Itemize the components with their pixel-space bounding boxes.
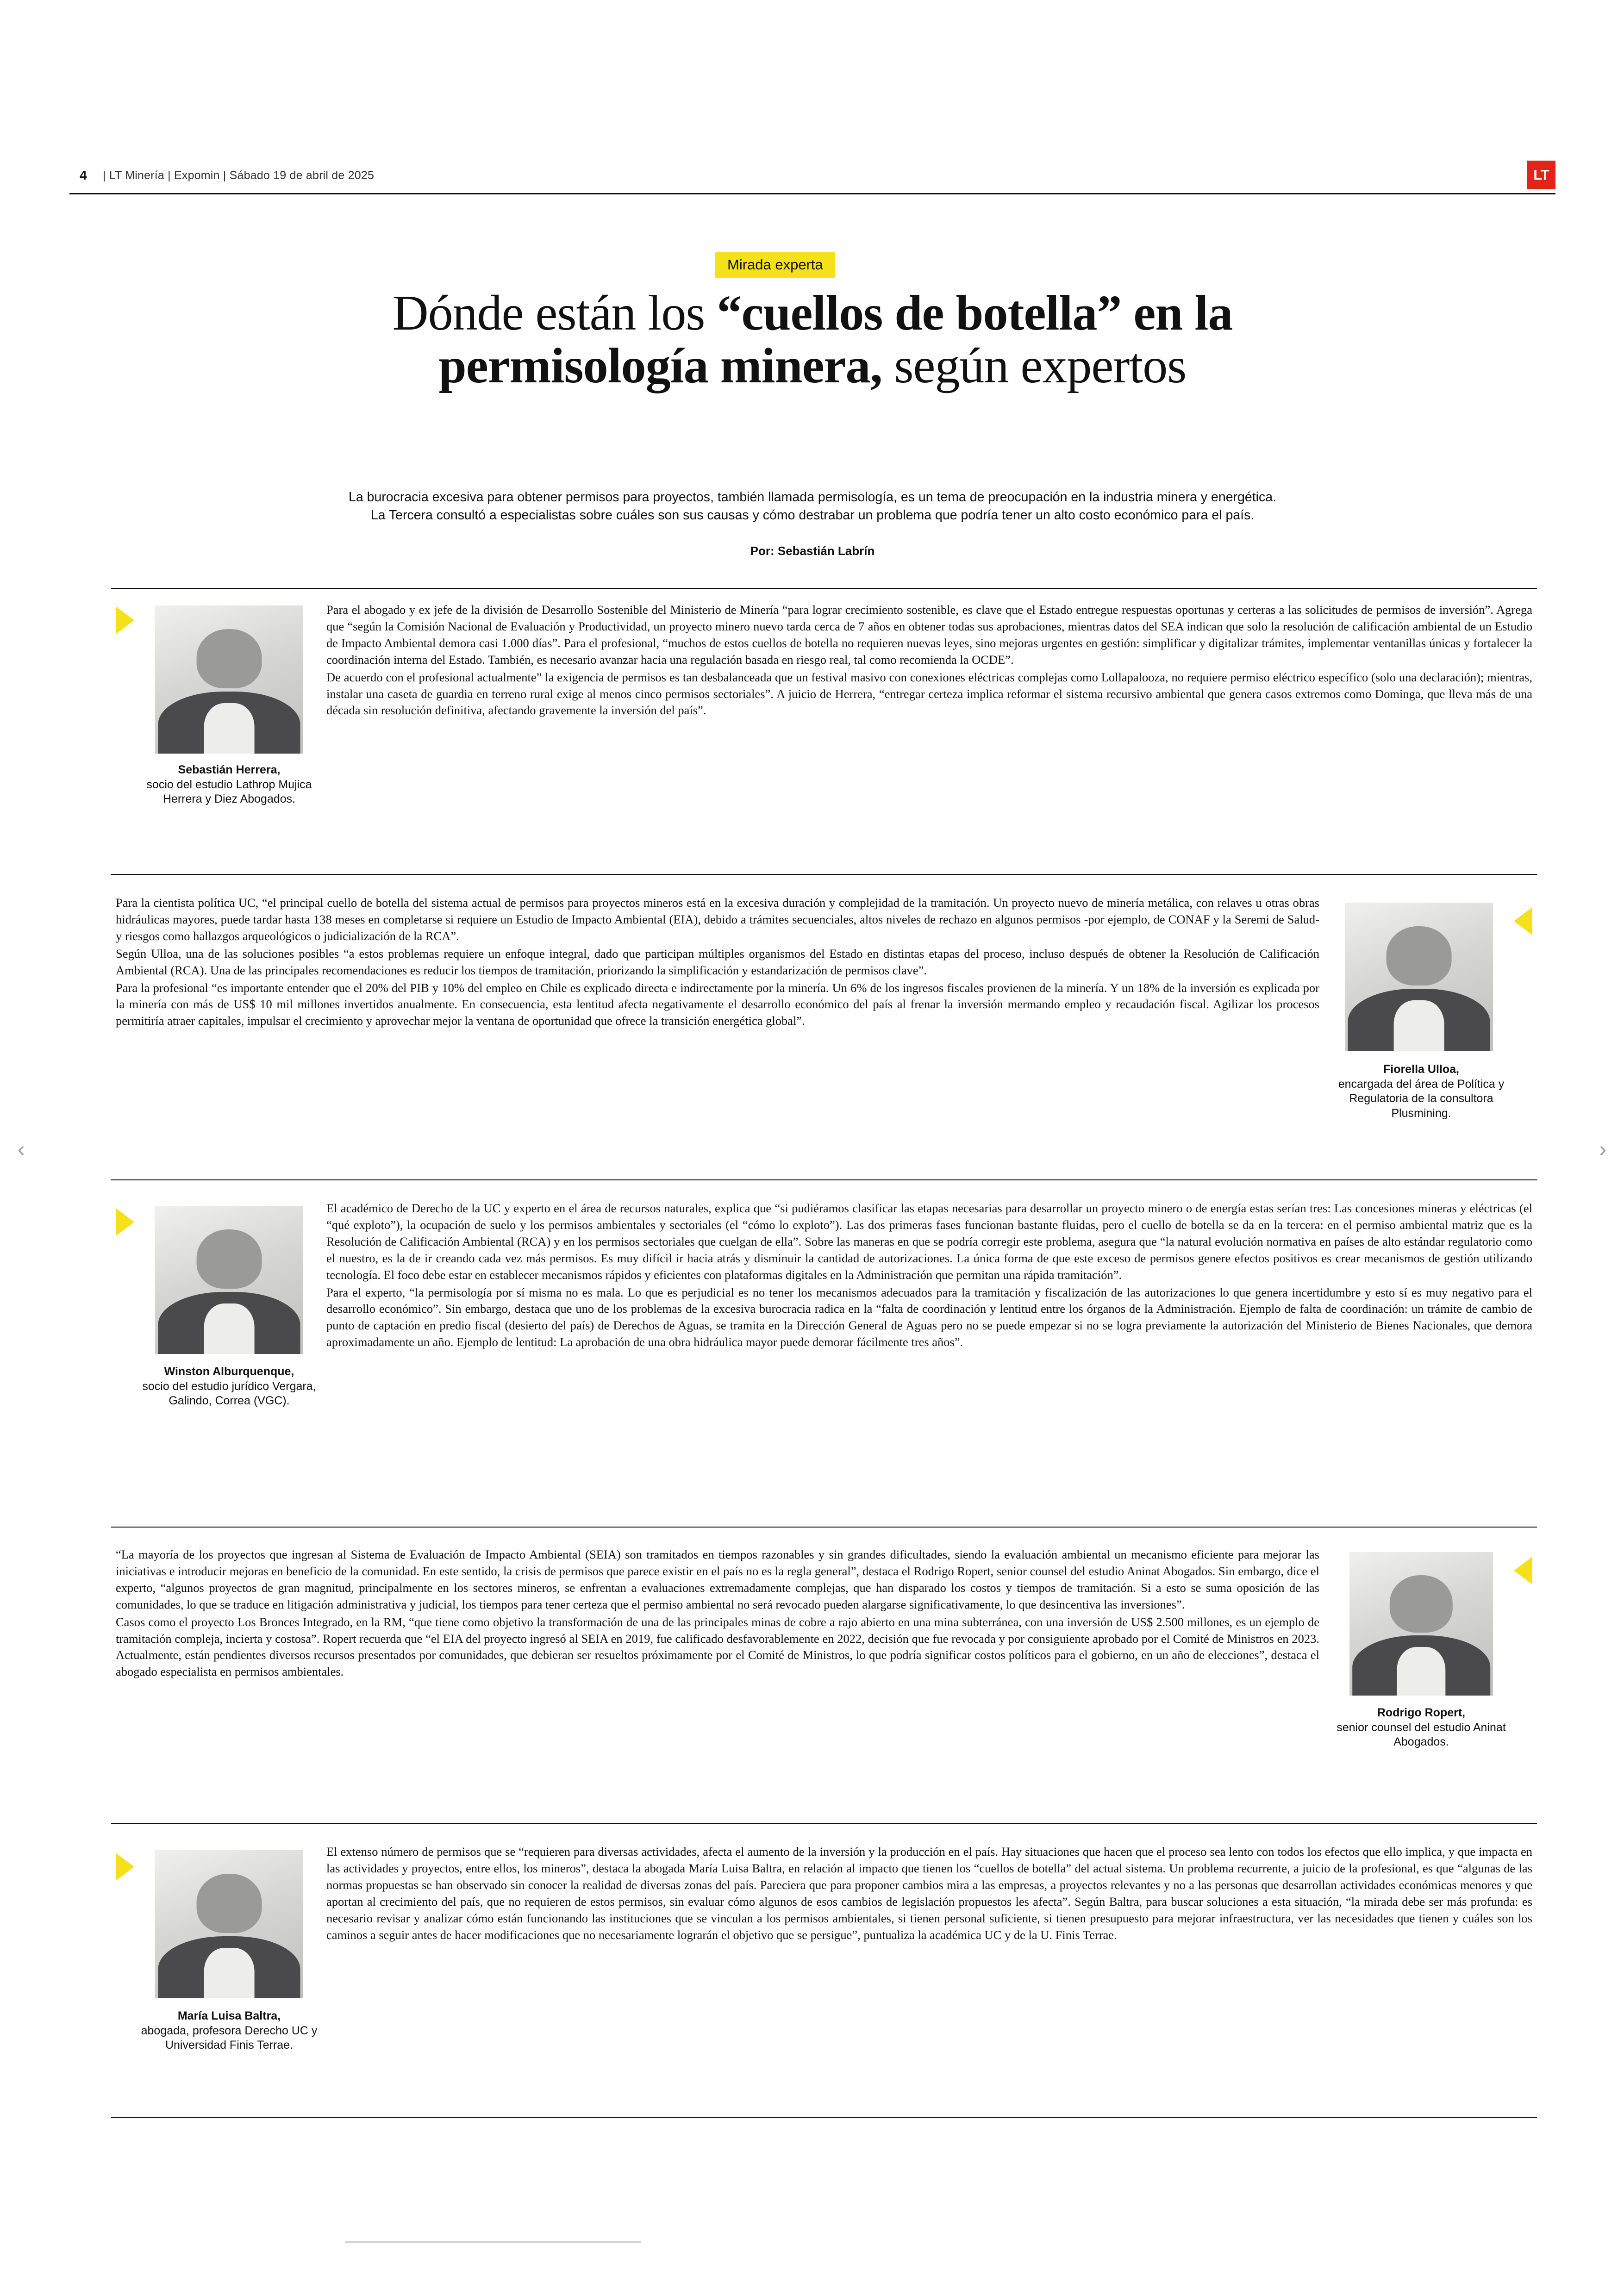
section-kicker: Mirada experta	[715, 252, 835, 278]
body-text-ropert	[116, 1547, 1319, 1680]
paragraph: Para el abogado y ex jefe de la división de Desarrollo Sostenible del Ministerio de Minería “para lograr crecimiento sostenible, es clave que el Estado entregue respuestas oportunas y certeras a las solicitudes de permisos de inversión”. Agrega que “según la Comisión Nacional de Evaluación y Productividad, un proyecto minero nuevo tarda cerca de 7 años en obtener todas sus aprobaciones, mientras datos del SEA indican que solo la resolución de calificación ambiental de un Estudio de Impacto Ambiental demora casi 1.000 días”. Para el profesional, “muchos de estos cuellos de botella no requieren nuevas leyes, sino mejoras urgentes en gestión: simplificar y digitalizar trámites, implementar ventanillas únicas y fortalecer la coordinación interna del Estado. También, es necesario avanzar hacia una regulación basada en riesgo real, tal como recomienda la OCDE”.	[326, 603, 1532, 667]
expert-block-alburquenque	[111, 1187, 1537, 1528]
headline-part-2: “cuellos de botella”	[717, 286, 1122, 341]
caption-baltra	[139, 2009, 319, 2053]
body-text-baltra	[326, 1844, 1532, 1943]
header-rule	[69, 193, 1555, 194]
headline-part-4: permisología minera,	[438, 338, 882, 394]
headline-part-5: según expertos	[882, 338, 1187, 394]
portrait-herrera	[155, 605, 303, 754]
standfirst	[118, 488, 1507, 525]
expert-block-ropert	[111, 1534, 1537, 1824]
caption-role: socio del estudio Lathrop Mujica Herrera y Diez Abogados.	[146, 778, 312, 805]
caption-ulloa	[1331, 1062, 1512, 1121]
byline: Por: Sebastián Labrín	[750, 544, 875, 558]
page-header	[69, 164, 1555, 197]
headline-part-1: Dónde están los	[392, 286, 717, 341]
caption-role: abogada, profesora Derecho UC y Universidad Finis Terrae.	[141, 2024, 318, 2052]
block-rule-bottom	[111, 1823, 1537, 1824]
block-rule-bottom	[111, 1179, 1537, 1180]
block-rule-bottom	[111, 874, 1537, 875]
caption-herrera	[139, 763, 319, 807]
paragraph: El extenso número de permisos que se “requieren para diversas actividades, afecta el aumento de la inversión y la producción en el país. Hay situaciones que hacen que el proceso sea lento con todos los efectos que ello implica, y que impacta en las actividades y proyectos, entre ellos, los mineros”, destaca la abogada María Luisa Baltra, en relación al impacto que tienen los “cuellos de botella” del actual sistema. Un problema recurrente, a juicio de la profesional, es que “algunas de las normas propuestas se han observado sin conocer la realidad de diversas zonas del país. Pareciera que para proponer cambios mira a las empresas, a proyectos relevantes y no a las personas que desarrollan actividades económicas menores y que aportan al crecimiento del país, que no requieren de estos permisos, sin evaluar cómo algunos de esos cambios de legislación propuestos les afecta”. Según Baltra, para buscar soluciones a esta situación, “la mirada debe ser más profunda: es necesario revisar y analizar cómo están funcionando las instituciones que se vinculan a los permisos ambientales, si tienen personal suficiente, si tienen presupuesto para mejorar infraestructura, ver las necesidades que tienen y cuáles son los caminos a seguir antes de hacer modificaciones que no necesariamente lograrán el objetivo que se persigue”, puntualiza la académica UC y de la U. Finis Terrae.	[326, 1845, 1532, 1942]
paragraph: Para la profesional “es importante entender que el 20% del PIB y 10% del empleo en Chile es explicado directa e indirectamente por la minería. Un 6% de los ingresos fiscales provienen de la minería. Y un 18% de la inversión es explicada por la minería con más de US$ 10 mil millones invertidos anualmente. En consecuencia, esta lentitud afecta negativamente el desarrollo económico del país al frenar la inversión mermando empleo y recaudación fiscal. Agilizar los procesos permitiría atraer capitales, impulsar el crecimiento y aprovechar mejor la ventana de oportunidad que ofrece la transición energética global”.	[116, 980, 1319, 1028]
body-text-alburquenque	[326, 1200, 1532, 1351]
headline-part-3: en la	[1121, 286, 1233, 341]
next-page-button[interactable]: ›	[1599, 1137, 1606, 1161]
caption-name: Sebastián Herrera,	[178, 763, 281, 776]
portrait-ulloa	[1345, 903, 1493, 1051]
caption-name: Fiorella Ulloa,	[1383, 1063, 1459, 1076]
paragraph: Para el experto, “la permisología por sí misma no es mala. Lo que es perjudicial es no tener los mecanismos adecuados para la tramitación y fiscalización de las autorizaciones lo que genera incertidumbre y esto sí es muy negativo para el desarrollo económico”. Sin embargo, destaca que uno de los problemas de la excesiva burocracia radica en la “falta de coordinación y lentitud entre los órganos de la Administración. Ejemplo de falta de coordinación: un trámite de cambio de punto de captación en predio fiscal (desierto del país) de Derechos de Aguas, se tramita en la Dirección General de Aguas pero no se puede empezar si no se logra previamente la autorización del Ministerio de Bienes Nacionales, que demora aproximadamente un año. Ejemplo de lentitud: La aprobación de una obra hidráulica mayor puede demorar fácilmente tres años”.	[326, 1285, 1532, 1349]
paragraph: De acuerdo con el profesional actualmente” la exigencia de permisos es tan desbalanceada que un festival masivo con conexiones eléctricas complejas como Lollapalooza, no requiere permiso eléctrico específico (solo una declaración); mientras, instalar una caseta de guardia en terreno rural exige al menos cinco permisos sectoriales”. A juicio de Herrera, “entregar certeza implica reformar el sistema recursivo ambiental que genera casos extremos como Dominga, que lleva más de una década sin resolución definitiva, afectando gravemente la inversión del país”.	[326, 670, 1532, 717]
paragraph: “La mayoría de los proyectos que ingresan al Sistema de Evaluación de Impacto Ambiental (SEIA) son tramitados en tiempos razonables y sin grandes dificultades, siendo la evaluación ambiental un mecanismo eficiente para mejorar las iniciativas e introducir mejoras en beneficio de la comunidad. En este sentido, la crisis de permisos que parece existir en el país no es la regla general”, destaca el Rodrigo Ropert, senior counsel del estudio Aninat Abogados. Sin embargo, dice el experto, “algunos proyectos de gran magnitud, principalmente en los sectores mineros, se enfrentan a evaluaciones extremadamente complejas, que han disparado los costos y tiempos de tramitación. Si a esto se suma oposición de las comunidades, lo que se traduce en litigación administrativa y judicial, los tiempos para tener certeza que el permiso ambiental no será revocado pueden alargarse significativamente, lo que desincentiva las inversiones”.	[116, 1547, 1319, 1611]
body-text-herrera	[326, 602, 1532, 719]
paragraph: Según Ulloa, una de las soluciones posibles “a estos problemas requiere un enfoque integral, dado que participan múltiples organismos del Estado en distintas etapas del proceso, incluso después de obtener la Resolución de Calificación Ambiental (RCA). Una de las principales recomendaciones es reducir los tiempos de tramitación, priorizando la simplificación y estandarización de permisos clave”.	[116, 946, 1319, 977]
standfirst-line-2: La Tercera consultó a especialistas sobre cuáles son sus causas y cómo destrabar un problema que podría tener un alto costo económico para el país.	[370, 508, 1255, 523]
caption-alburquenque	[139, 1365, 319, 1409]
expert-block-ulloa	[111, 882, 1537, 1180]
marker-arrow-icon	[116, 1853, 134, 1881]
marker-arrow-icon	[1514, 1557, 1532, 1584]
block-rule-top	[111, 588, 1537, 589]
body-text-ulloa	[116, 895, 1319, 1029]
portrait-baltra	[155, 1850, 303, 1998]
paragraph: Para la cientista política UC, “el principal cuello de botella del sistema actual de permisos para proyectos mineros está en la excesiva duración y complejidad de la tramitación. Un proyecto nuevo de minería metálica, con relaves u otras obras hidráulicas mayores, puede tardar hasta 138 meses en completarse si requiere un Estudio de Impacto Ambiental (EIA), debido a trámites secuenciales, altos niveles de rechazo en algunos permisos -por ejemplo, de CONAF y la Seremi de Salud- y riesgos como hallazgos arqueológicos o judicialización de la RCA”.	[116, 896, 1319, 943]
marker-arrow-icon	[1514, 907, 1532, 935]
caption-name: Rodrigo Ropert,	[1377, 1706, 1466, 1719]
page-folio: 4	[80, 168, 87, 182]
paragraph: El académico de Derecho de la UC y experto en el área de recursos naturales, explica que “si pudiéramos clasificar las etapas necesarias para desarrollar un proyecto minero o de energía estas serían tres: Las concesiones mineras y eléctricas (el “qué exploto”), la ocupación de suelo y los permisos ambientales y sectoriales (el “cómo lo exploto”). Las dos primeras fases funcionan bastante fluidas, pero el cuello de botella se da en la tercera: en el permiso ambiental matriz que es la Resolución de Calificación Ambiental (RCA) y en los permisos sectoriales que cuelgan de ella”. Sobre las maneras en que se podría corregir este problema, asegura que “la natural evolución normativa en países de alto estándar regulatorio como el nuestro, es la de ir creando cada vez más permisos. Es muy difícil ir hacia atrás y disminuir la cantidad de autorizaciones. La única forma de que este exceso de permisos genere efectos positivos es crear mecanismos de gestión utilizando tecnología. El foco debe estar en establecer mecanismos rápidos y eficientes con plataformas digitales en la Administración que permitan una rápida tramitación”.	[326, 1201, 1532, 1282]
portrait-alburquenque	[155, 1206, 303, 1354]
expert-block-herrera	[111, 588, 1537, 875]
marker-arrow-icon	[116, 1208, 134, 1236]
block-rule-bottom	[111, 2117, 1537, 2118]
header-meta: | LT Minería | Expomin | Sábado 19 de abril de 2025	[103, 169, 375, 182]
footer-rule	[345, 2241, 641, 2243]
la-tercera-logo: LT	[1527, 161, 1555, 189]
block-rule-bottom	[111, 1527, 1537, 1528]
page-title	[83, 287, 1542, 393]
caption-role: socio del estudio jurídico Vergara, Galindo, Correa (VGC).	[142, 1379, 316, 1407]
caption-role: encargada del área de Política y Regulatoria de la consultora Plusmining.	[1338, 1077, 1505, 1120]
standfirst-line-1: La burocracia excesiva para obtener permisos para proyectos, también llamada permisología, es un tema de preocupación en la industria minera y energética.	[348, 490, 1277, 505]
paragraph: Casos como el proyecto Los Bronces Integrado, en la RM, “que tiene como objetivo la transformación de una de las principales minas de cobre a rajo abierto en una mina subterránea, con una inversión de US$ 2.500 millones, es un ejemplo de tramitación compleja, incierta y costosa”. Ropert recuerda que “el EIA del proyecto ingresó al SEIA en 2019, fue calificado desfavorablemente en 2022, decisión que fue revocada y por consiguiente aprobado por el Comité de Ministros en 2023. Actualmente, están pendientes diversos recursos presentados por comunidades, que debieran ser resueltos próximamente por el Comité de Ministros, lo que podría significar costos políticos para el gobierno, en un año de elecciones”, destaca el abogado especialista en permisos ambientales.	[116, 1615, 1319, 1679]
caption-name: Winston Alburquenque,	[164, 1365, 294, 1378]
expert-block-baltra	[111, 1831, 1537, 2118]
caption-role: senior counsel del estudio Aninat Abogados.	[1337, 1721, 1506, 1748]
caption-name: María Luisa Baltra,	[177, 2009, 281, 2022]
prev-page-button[interactable]: ‹	[18, 1137, 25, 1161]
caption-ropert	[1331, 1706, 1512, 1750]
marker-arrow-icon	[116, 606, 134, 634]
portrait-ropert	[1349, 1552, 1493, 1696]
